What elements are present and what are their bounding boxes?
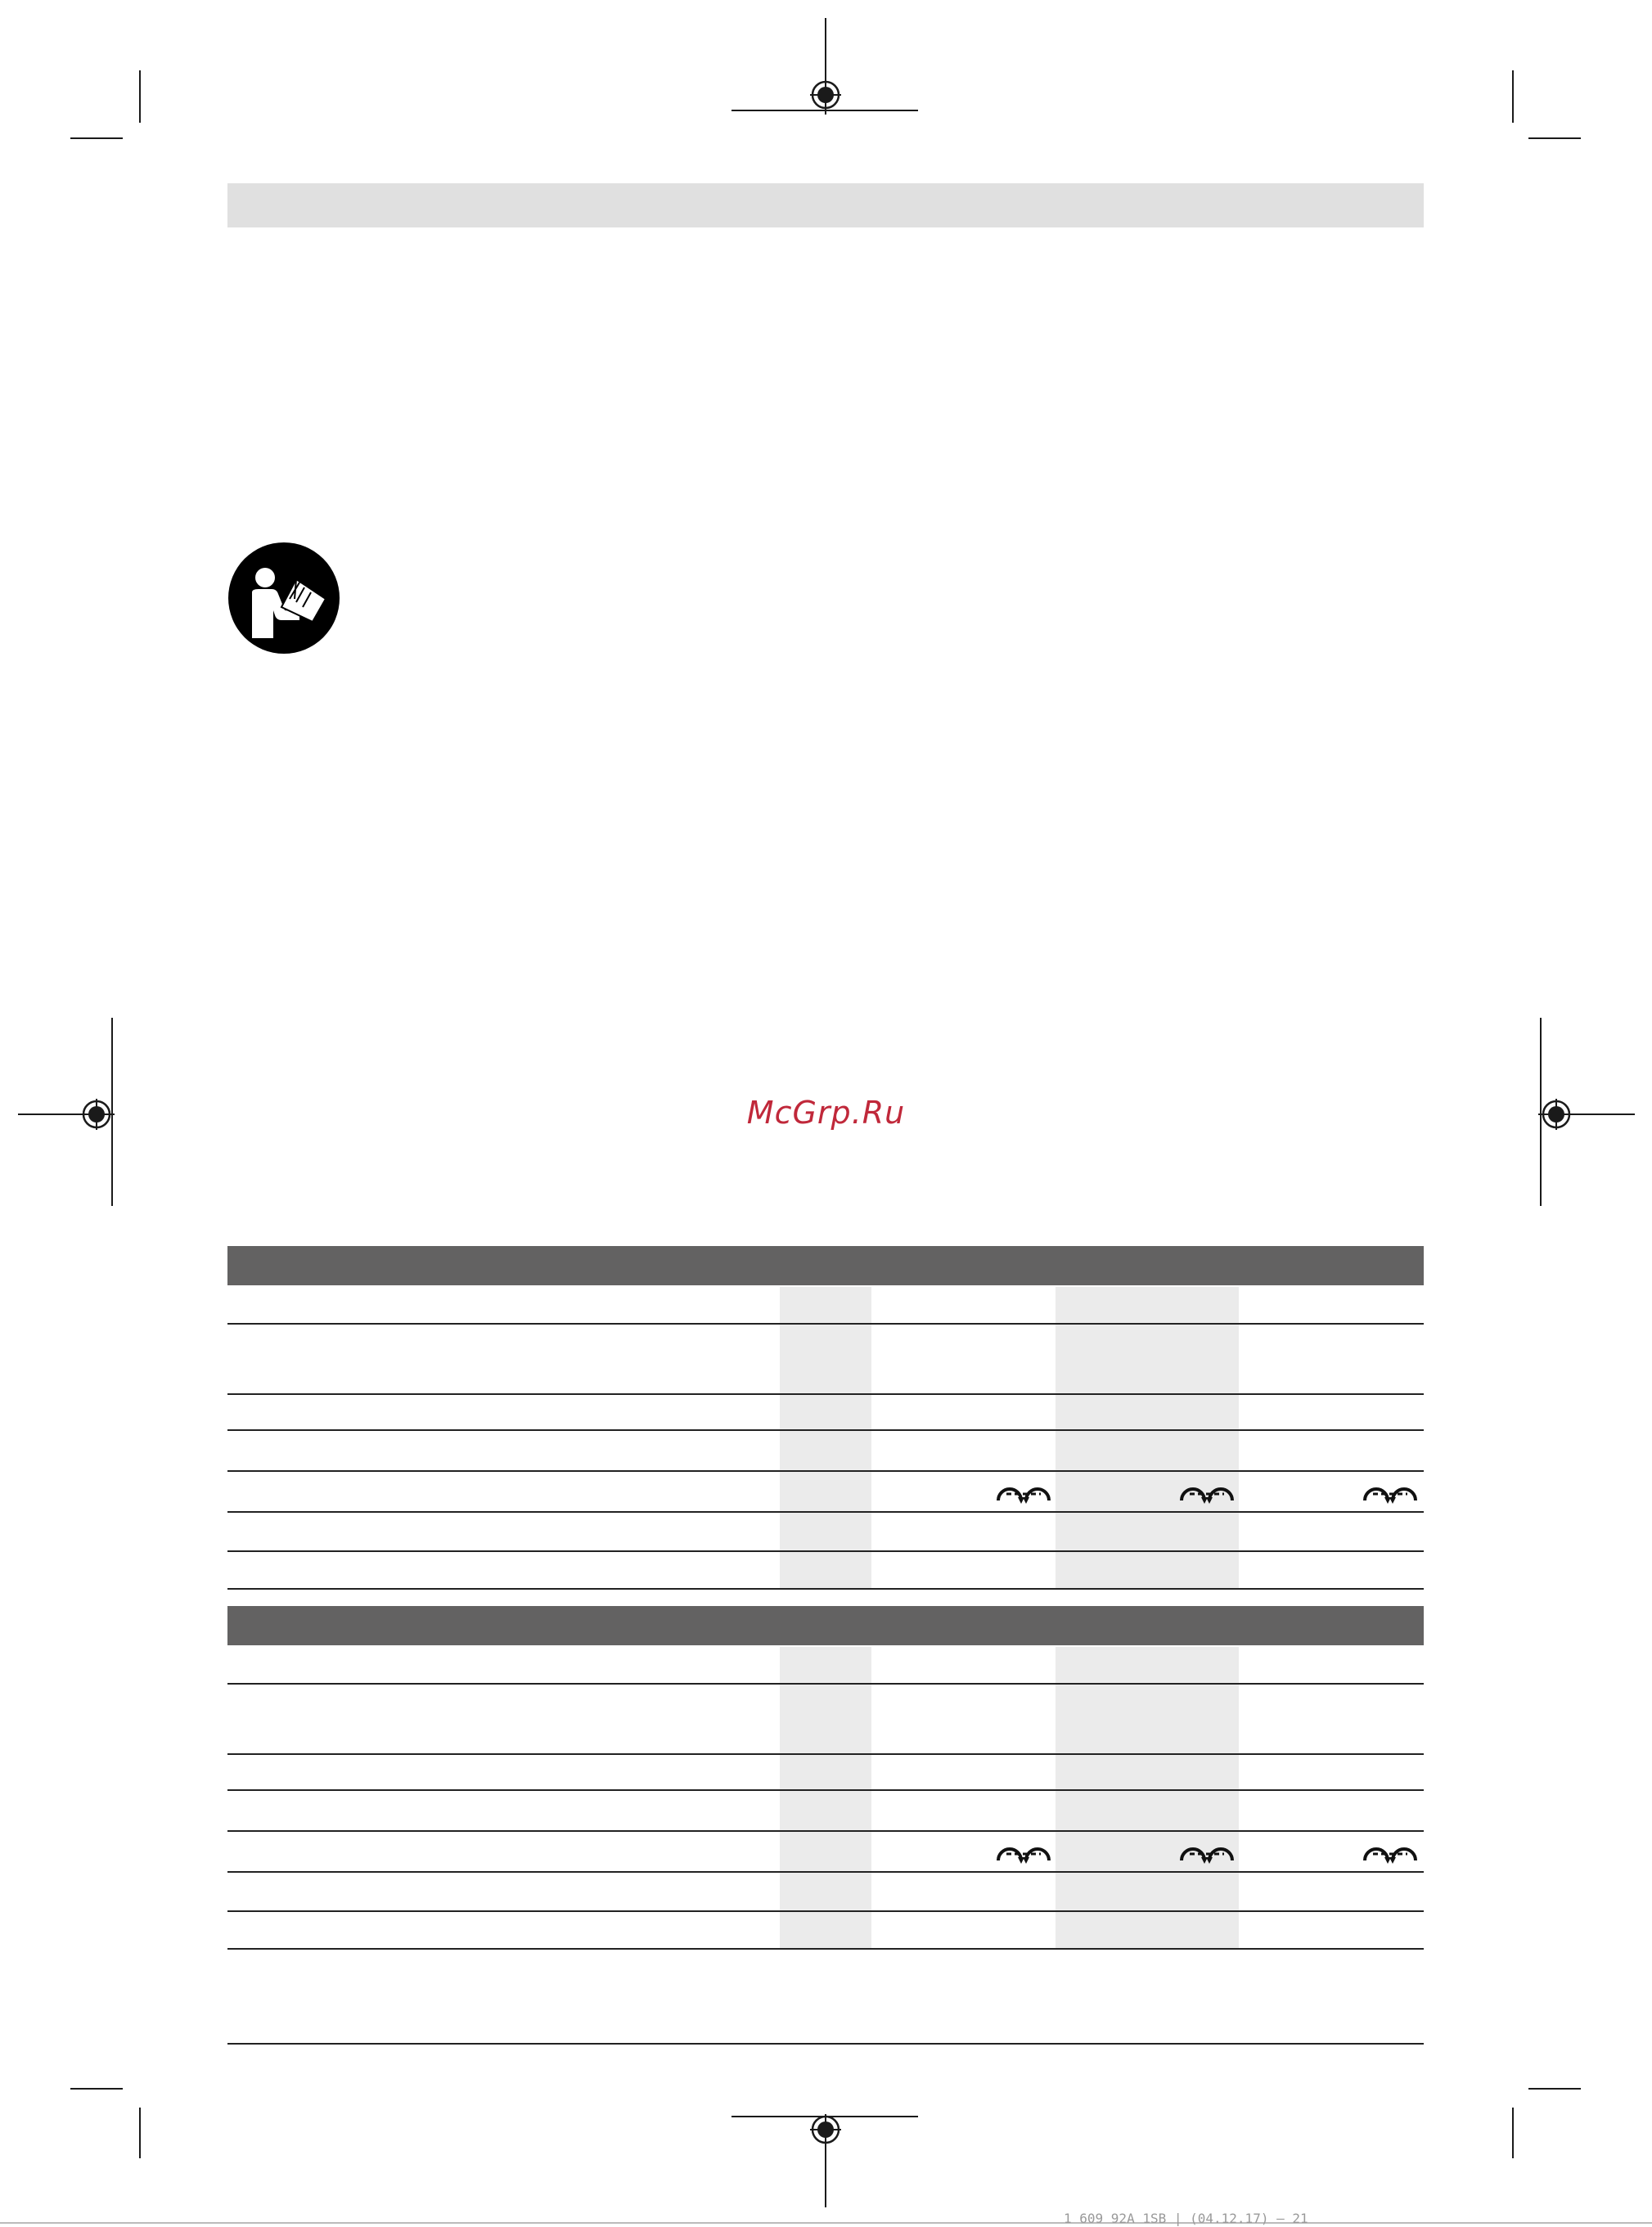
crop-mark (1528, 2088, 1581, 2090)
watermark: McGrp.Ru (746, 1095, 906, 1131)
direction-of-rotation-icon (1362, 1479, 1419, 1505)
spec-table (227, 1606, 1424, 1950)
crop-mark (139, 70, 141, 123)
direction-of-rotation-icon (1362, 1839, 1419, 1865)
column-shade (1056, 1287, 1239, 1588)
slug-line (0, 2222, 1652, 2224)
row-divider (227, 1511, 1424, 1513)
row-divider (227, 1910, 1424, 1912)
direction-of-rotation-icon (995, 1479, 1052, 1505)
row-divider (227, 1789, 1424, 1791)
direction-of-rotation-icon (995, 1839, 1052, 1865)
row-divider (227, 1871, 1424, 1873)
crop-mark (70, 137, 123, 139)
row-divider (227, 1948, 1424, 1950)
footer-rule (227, 2043, 1424, 2045)
row-divider (227, 1470, 1424, 1472)
column-shade (780, 1287, 871, 1588)
read-manual-icon (227, 542, 340, 655)
row-divider (227, 1588, 1424, 1590)
direction-of-rotation-icon (1178, 1839, 1236, 1865)
table-header (227, 1246, 1424, 1285)
column-shade (1056, 1647, 1239, 1948)
crop-mark (1528, 137, 1581, 139)
crop-mark (1512, 2108, 1514, 2158)
direction-of-rotation-icon (1178, 1479, 1236, 1505)
page-header-band (227, 183, 1424, 227)
row-divider (227, 1323, 1424, 1325)
row-divider (227, 1683, 1424, 1685)
footer-slug: 1 609 92A 1SB | (04.12.17) — 21 (1064, 2211, 1308, 2226)
row-divider (227, 1550, 1424, 1552)
row-divider (227, 1753, 1424, 1755)
table-header (227, 1606, 1424, 1645)
registration-mark-icon (810, 2114, 841, 2145)
row-divider (227, 1393, 1424, 1395)
registration-mark-icon (810, 79, 841, 110)
crop-mark (139, 2108, 141, 2158)
crop-mark (70, 2088, 123, 2090)
row-divider (227, 1429, 1424, 1431)
crop-mark (1512, 70, 1514, 123)
column-shade (780, 1647, 871, 1948)
row-divider (227, 1830, 1424, 1832)
spec-table (227, 1246, 1424, 1590)
